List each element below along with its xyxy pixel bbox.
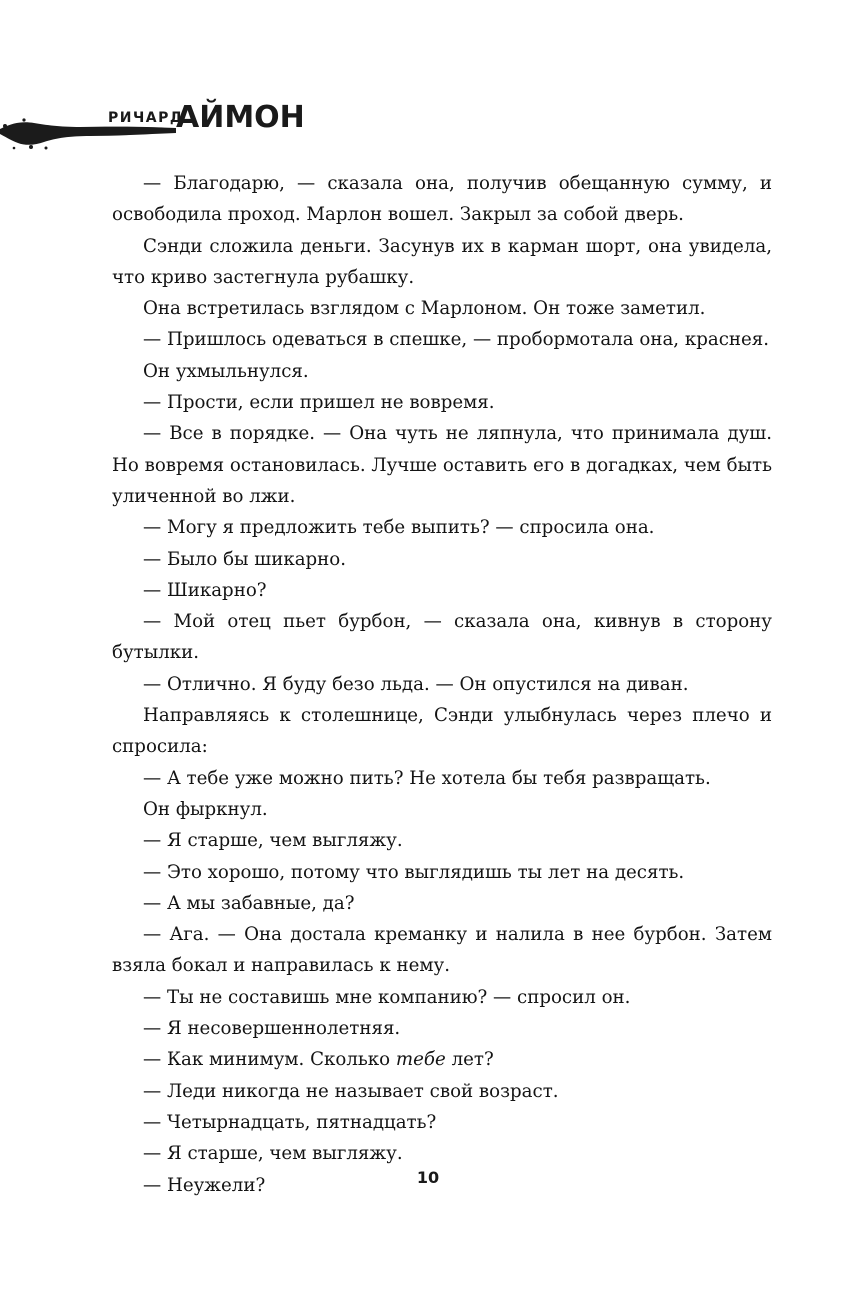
paragraph: Он фыркнул.: [143, 798, 268, 820]
paragraph: — Благодарю, — сказала она, получив обещанную сумму, и освободила проход. Марлон вошел. Закрыл за собой дверь.: [112, 173, 772, 226]
paragraph: — Мой отец пьет бурбон, — сказала она, кивнув в сторону бутылки.: [112, 611, 772, 664]
paragraph: — Четырнадцать, пятнадцать?: [143, 1111, 437, 1133]
paragraph: — Могу я предложить тебе выпить? — спросила она.: [143, 517, 655, 539]
paragraph: — Я старше, чем выгляжу.: [143, 830, 403, 852]
paragraph: — Пришлось одеваться в спешке, — пробормотала она, краснея.: [143, 329, 770, 351]
paragraph: — А тебе уже можно пить? Не хотела бы тебя развращать.: [143, 767, 711, 789]
author-first-name: РИЧАРД: [108, 110, 184, 126]
paragraph: — Неужели?: [143, 1174, 266, 1196]
paragraph: — Было бы шикарно.: [143, 548, 347, 570]
paragraph: — Все в порядке. — Она чуть не ляпнула, что принимала душ. Но вовремя остановилась. Лучше оставить его в догадках, чем быть уличенной во лжи.: [112, 423, 772, 507]
paragraph: — Это хорошо, потому что выглядишь ты лет на десять.: [143, 861, 685, 883]
paragraph: — Шикарно?: [143, 579, 267, 601]
paragraph: Сэнди сложила деньги. Засунув их в карман шорт, она увидела, что криво застегнула рубашку.: [112, 235, 772, 288]
paragraph: — Отлично. Я буду безо льда. — Он опустился на диван.: [143, 673, 689, 695]
italic-line-before: — Как минимум. Сколько: [143, 1049, 396, 1071]
italic-line-after: лет?: [445, 1049, 494, 1071]
paragraph: — Я несовершеннолетняя.: [143, 1018, 401, 1040]
paragraph: — Леди никогда не называет свой возраст.: [143, 1080, 559, 1102]
paragraph: — Я старше, чем выгляжу.: [143, 1143, 403, 1165]
paragraph: — Ага. — Она достала креманку и налила в нее бурбон. Затем взяла бокал и направилась к нему.: [112, 924, 772, 977]
paragraph-italic: [112, 1044, 772, 1075]
paragraph: Она встретилась взглядом с Марлоном. Он тоже заметил.: [143, 298, 706, 320]
italic-emphasis: тебе: [395, 1049, 446, 1071]
paragraph: Направляясь к столешнице, Сэнди улыбнулась через плечо и спросила:: [112, 705, 772, 758]
paragraph: — А мы забавные, да?: [143, 892, 355, 914]
paragraph: Он ухмыльнулся.: [143, 360, 309, 382]
page-number: 10: [416, 1168, 440, 1187]
paragraph: — Прости, если пришел не вовремя.: [143, 392, 495, 414]
author-last-name: АЙМОН: [176, 100, 305, 135]
paragraph: — Ты не составишь мне компанию? — спросил он.: [143, 986, 631, 1008]
body-text: [112, 168, 772, 1201]
